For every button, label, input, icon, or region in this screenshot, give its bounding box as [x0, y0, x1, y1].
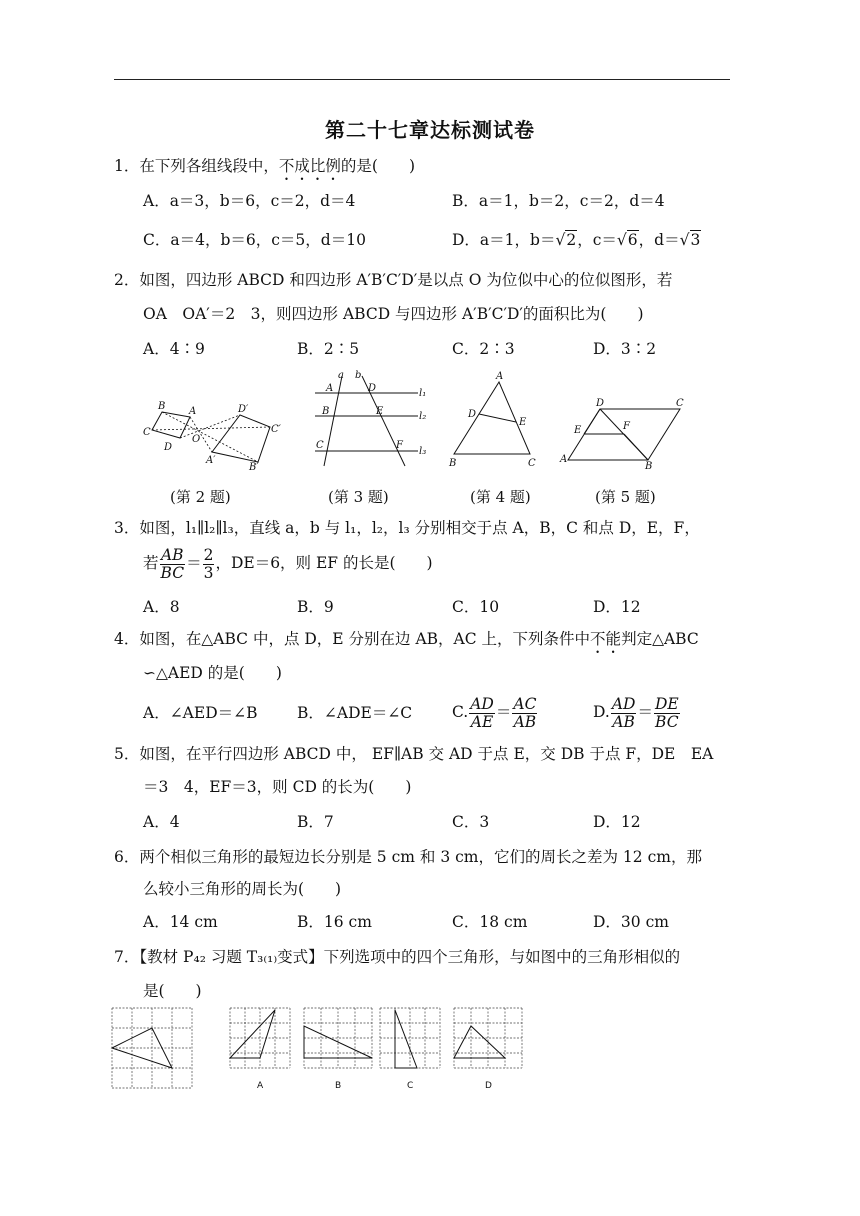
- fig4-label: D: [468, 409, 477, 420]
- fraction: $\frac{AD}{AE}$: [470, 694, 494, 731]
- q6-option-b: B．16 cm: [297, 913, 372, 931]
- fig3-label: b: [355, 370, 362, 381]
- fig2-label: A: [189, 406, 197, 417]
- option-label: C: [407, 1081, 414, 1091]
- fig3-label: B: [322, 406, 330, 417]
- question-4-line2: ∽△AED 的是( ): [143, 664, 282, 682]
- figure-caption: (第 3 题): [328, 488, 389, 506]
- fig4-label: E: [519, 417, 527, 428]
- fig3-label: E: [376, 406, 384, 417]
- question-4: 4．如图，在△ABC 中，点 D，E 分别在边 AB，AC 上，下列条件中不能判定△ABC: [114, 630, 699, 648]
- fig3-label: C: [316, 440, 324, 451]
- emphasis-text: 不能: [590, 630, 622, 648]
- q2-option-c: C．2∶3: [452, 340, 515, 358]
- question-2-line2: OA OA′＝2 3，则四边形 ABCD 与四边形 A′B′C′D′的面积比为( ): [143, 305, 644, 323]
- question-5-line2: ＝3 4，EF＝3，则 CD 的长为( ): [143, 778, 412, 796]
- sqrt-3: √3: [679, 231, 701, 249]
- q5-option-a: A．4: [143, 813, 180, 831]
- fraction: $\frac{AB}{BC}$: [160, 545, 185, 582]
- fig4-label: A: [496, 371, 504, 382]
- fraction: $\frac{AC}{AB}$: [513, 694, 537, 731]
- figure-caption: (第 2 题): [170, 488, 231, 506]
- fig5-label: F: [623, 421, 630, 432]
- question-7: 7．【教材 P₄₂ 习题 T₃₍₁₎变式】下列选项中的四个三角形，与如图中的三角形相似的: [114, 948, 681, 966]
- figure-5: [560, 395, 695, 470]
- fig2-label: B′: [249, 462, 259, 473]
- option-label: A: [257, 1081, 264, 1091]
- figure-caption: (第 4 题): [470, 488, 531, 506]
- fig3-label: l₃: [419, 446, 427, 457]
- figure-2: [140, 400, 290, 473]
- q7-option-b-figure: [302, 1006, 374, 1090]
- fig3-label: l₂: [419, 411, 427, 422]
- fig5-label: E: [574, 425, 582, 436]
- question-1: 1．在下列各组线段中，不成比例的是( ): [114, 157, 416, 175]
- q3-option-c: C．10: [452, 598, 500, 616]
- fig3-label: a: [338, 370, 344, 381]
- q6-option-a: A．14 cm: [143, 913, 218, 931]
- fig3-label: A: [326, 383, 334, 394]
- fraction: $\frac{2}{3}$: [203, 545, 214, 582]
- q2-option-a: A．4∶9: [143, 340, 205, 358]
- sqrt-2: √2: [555, 231, 577, 249]
- question-3: 3．如图，l₁∥l₂∥l₃，直线 a，b 与 l₁，l₂，l₃ 分别相交于点 A，B，C 和点 D，E，F，: [114, 519, 700, 537]
- q4-option-a: A．∠AED＝∠B: [143, 704, 258, 722]
- emphasis-text: 不成比例: [278, 157, 341, 175]
- q3-option-d: D．12: [593, 598, 641, 616]
- fig5-label: D: [596, 398, 605, 409]
- option-label: B: [335, 1081, 342, 1091]
- question-5: 5．如图，在平行四边形 ABCD 中， EF∥AB 交 AD 于点 E，交 DB 于点 F，DE EA: [114, 745, 714, 763]
- fig5-label: C: [676, 398, 684, 409]
- fig2-label: O: [192, 434, 201, 445]
- question-6: 6．两个相似三角形的最短边长分别是 5 cm 和 3 cm，它们的周长之差为 12 cm，那: [114, 848, 702, 866]
- sqrt-6: √6: [616, 231, 638, 249]
- figure-4: [446, 370, 546, 470]
- q6-option-c: C．18 cm: [452, 913, 528, 931]
- question-6-line2: 么较小三角形的周长为( ): [143, 880, 342, 898]
- q7-reference-triangle: [110, 1006, 194, 1090]
- fig2-label: C′: [271, 424, 281, 435]
- question-7-line2: 是( ): [143, 982, 202, 1000]
- question-3-line2: 若 $\frac{AB}{BC}$ ＝ $\frac{2}{3}$ ，DE＝6，则 EF 的长是( ): [143, 545, 433, 582]
- q5-option-b: B．7: [297, 813, 334, 831]
- fig2-label: D′: [238, 404, 249, 415]
- option-label: D: [485, 1081, 492, 1091]
- q4-option-d: D. $\frac{AD}{AB}$ ＝ $\frac{DE}{BC}$: [593, 694, 679, 731]
- fig4-label: C: [528, 458, 536, 469]
- q4-option-c: C. $\frac{AD}{AE}$ ＝ $\frac{AC}{AB}$: [452, 694, 537, 731]
- q7-option-c-figure: [378, 1006, 442, 1090]
- fraction: $\frac{DE}{BC}$: [654, 694, 679, 731]
- fraction: $\frac{AD}{AB}$: [611, 694, 636, 731]
- fig2-label: B: [158, 401, 166, 412]
- q3-option-b: B．9: [297, 598, 334, 616]
- fig3-label: D: [368, 383, 377, 394]
- q7-option-a-figure: [228, 1006, 292, 1090]
- question-2: 2．如图，四边形 ABCD 和四边形 A′B′C′D′是以点 O 为位似中心的位似图形，若: [114, 271, 673, 289]
- fig3-label: F: [396, 440, 403, 451]
- q4-option-b: B．∠ADE＝∠C: [297, 704, 413, 722]
- fig5-label: A: [560, 454, 568, 465]
- q6-option-d: D．30 cm: [593, 913, 669, 931]
- page-title: 第二十七章达标测试卷: [325, 118, 535, 142]
- figure-3: [310, 370, 435, 468]
- top-rule: [114, 79, 730, 80]
- q1-option-c: C．a＝4，b＝6，c＝5，d＝10: [143, 231, 366, 249]
- q3-option-a: A．8: [143, 598, 180, 616]
- q5-option-c: C．3: [452, 813, 490, 831]
- fig2-label: A′: [206, 455, 216, 466]
- q2-option-d: D．3∶2: [593, 340, 657, 358]
- fig3-label: l₁: [419, 388, 427, 399]
- fig4-label: B: [449, 458, 457, 469]
- q1-option-a: A．a＝3，b＝6，c＝2，d＝4: [143, 192, 356, 210]
- q7-option-d-figure: [452, 1006, 524, 1090]
- q2-option-b: B．2∶5: [297, 340, 360, 358]
- fig5-label: B: [645, 461, 653, 472]
- fig2-label: C: [143, 427, 151, 438]
- figure-caption: (第 5 题): [595, 488, 656, 506]
- q5-option-d: D．12: [593, 813, 641, 831]
- q1-option-d: D．a＝1，b＝√2，c＝√6，d＝√3: [452, 231, 701, 249]
- fig2-label: D: [164, 442, 173, 453]
- q1-option-b: B．a＝1，b＝2，c＝2，d＝4: [452, 192, 665, 210]
